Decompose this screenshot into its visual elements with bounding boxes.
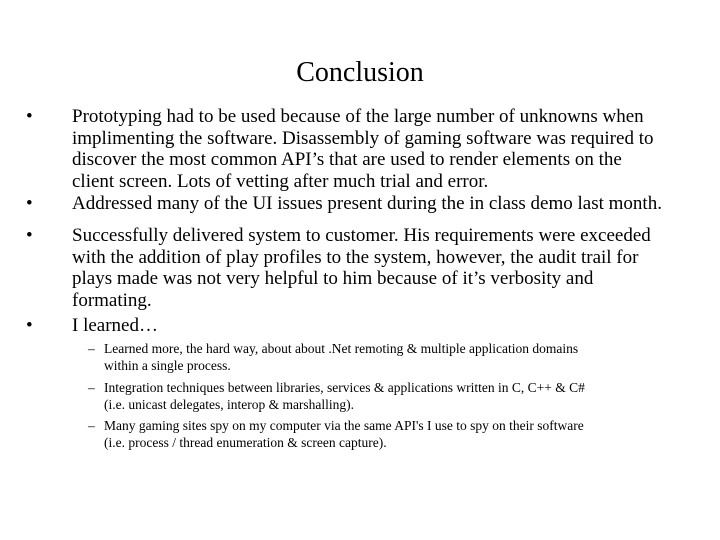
dash-icon: – bbox=[88, 380, 95, 395]
bullet-line: Successfully delivered system to customer. His requirements were exceeded bbox=[72, 225, 651, 246]
dash-icon: – bbox=[88, 418, 95, 433]
bullet-line: implimenting the software. Disassembly of gaming software was required to bbox=[72, 127, 654, 149]
sub-bullet-line: (i.e. process / thread enumeration & screen capture). bbox=[104, 435, 387, 450]
bullet-icon: • bbox=[26, 193, 33, 214]
bullet-icon: • bbox=[26, 106, 33, 127]
bullet-line: with the addition of play profiles to the system, however, the audit trail for bbox=[72, 246, 639, 268]
sub-bullet-line: Many gaming sites spy on my computer via the same API's I use to spy on their software bbox=[104, 418, 584, 433]
slide-title: Conclusion bbox=[296, 57, 424, 88]
bullet-line: I learned… bbox=[72, 315, 158, 336]
bullet-line: Prototyping had to be used because of the large number of unknowns when bbox=[72, 106, 644, 127]
sub-bullet-line: Learned more, the hard way, about about .Net remoting & multiple application domains bbox=[104, 341, 579, 356]
dash-icon: – bbox=[88, 341, 95, 356]
bullet-line: Addressed many of the UI issues present during the in class demo last month. bbox=[72, 193, 662, 214]
bullet-line: plays made was not very helpful to him because of it’s verbosity and bbox=[72, 268, 594, 289]
bullet-icon: • bbox=[26, 315, 33, 336]
sub-bullet-line: within a single process. bbox=[104, 358, 231, 373]
bullet-line: formating. bbox=[72, 289, 152, 311]
sub-bullet-line: (i.e. unicast delegates, interop & marshalling). bbox=[104, 397, 355, 412]
sub-bullet-line: Integration techniques between libraries, services & applications written in C, C++ & C# bbox=[104, 380, 585, 395]
bullet-line: client screen. Lots of vetting after much trial and error. bbox=[72, 170, 489, 192]
bullet-icon: • bbox=[26, 225, 33, 246]
bullet-line: discover the most common API’s that are used to render elements on the bbox=[72, 149, 622, 170]
